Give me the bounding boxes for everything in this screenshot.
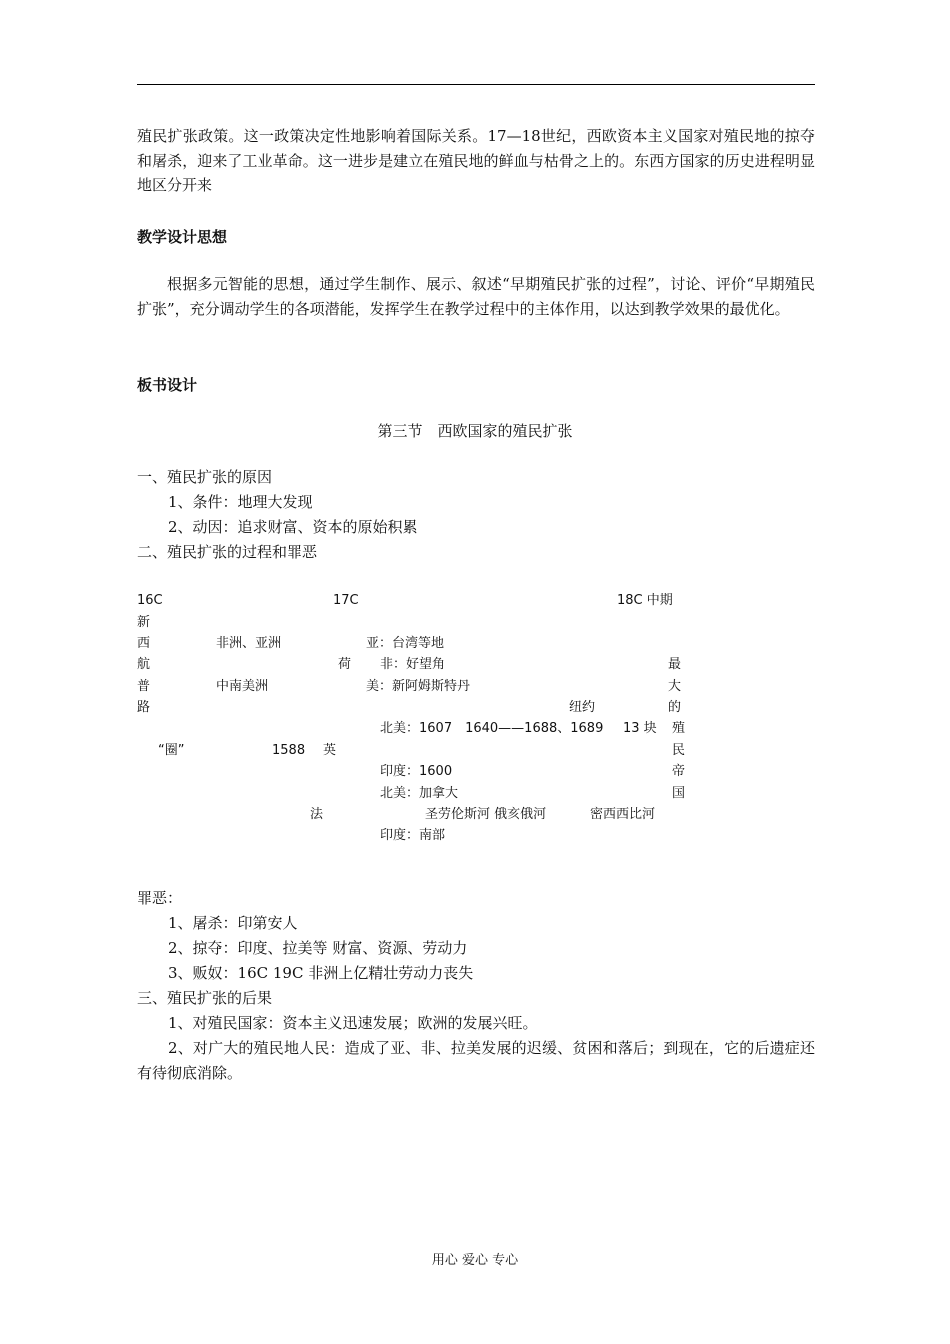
outline-section-2: 二、殖民扩张的过程和罪恶 [137, 543, 318, 561]
country-netherlands: 荷 [338, 657, 352, 672]
vertical-char-di: 帝 [672, 764, 686, 779]
region-africa-asia: 非洲、亚洲 [216, 636, 282, 651]
vertical-char-zui: 最 [668, 657, 682, 672]
england-india-1600: 印度：1600 [380, 764, 453, 779]
holland-asia-taiwan: 亚：台湾等地 [366, 636, 445, 651]
outline-item-condition: 1、条件：地理大发现 [168, 493, 313, 511]
outline-item-motive: 2、动因：追求财富、资本的原始积累 [168, 518, 418, 536]
country-england: 英 [323, 743, 337, 758]
vertical-char-min: 民 [672, 743, 686, 758]
board-title: 第三节 西欧国家的殖民扩张 [377, 422, 573, 440]
england-north-america-years: 北美：1607 1640——1688、1689 [380, 721, 604, 736]
vertical-char-de: 的 [668, 700, 682, 715]
vertical-char-lu: 路 [137, 700, 151, 715]
crime-plunder: 2、掠夺：印度、拉美等 财富、资源、劳动力 [168, 939, 468, 957]
intro-paragraph: 殖民扩张政策。这一政策决定性地影响着国际关系。17—18世纪，西欧资本主义国家对殖民地的掠夺和屠杀，迎来了工业革命。这一进步是建立在殖民地的鲜血与枯骨之上的。东西方国家的历史进程明显地区分开来 [137, 127, 815, 194]
board-heading: 板书设计 [137, 376, 198, 394]
region-central-south-america: 中南美洲 [216, 679, 269, 694]
consequence-colonized: 2、对广大的殖民地人民：造成了亚、非、拉美发展的迟缓、贫困和落后；到现在，它的后遗症还有待彻底消除。 [137, 1039, 815, 1082]
river-mississippi: 密西西比河 [590, 807, 656, 822]
vertical-char-xin: 新 [137, 615, 151, 630]
holland-america-amsterdam: 美：新阿姆斯特丹 [366, 679, 471, 694]
crimes-label: 罪恶： [137, 889, 183, 907]
label-13-colonies: 13 块 [623, 721, 657, 736]
holland-africa-cape: 非：好望角 [380, 657, 446, 672]
century-18c: 18C 中期 [617, 593, 673, 608]
design-heading: 教学设计思想 [137, 228, 228, 246]
label-newyork: 纽约 [569, 700, 596, 715]
century-16c: 16C [137, 593, 163, 608]
vertical-char-da: 大 [668, 679, 682, 694]
outline-section-1: 一、殖民扩张的原因 [137, 468, 273, 486]
france-india-south: 印度：南部 [380, 828, 446, 843]
vertical-char-zhi: 殖 [672, 721, 686, 736]
france-north-america-canada: 北美：加拿大 [380, 786, 459, 801]
year-1588: 1588 [272, 743, 306, 758]
vertical-char-xi: 西 [137, 636, 151, 651]
rivers-st-lawrence-ohio: 圣劳伦斯河 俄亥俄河 [425, 807, 547, 822]
consequence-colonizers: 1、对殖民国家：资本主义迅速发展；欧洲的发展兴旺。 [168, 1014, 538, 1032]
design-paragraph: 根据多元智能的思想，通过学生制作、展示、叙述“早期殖民扩张的过程”，讨论、评价“早期殖民扩张”，充分调动学生的各项潜能，发挥学生在教学过程中的主体作用，以达到教学效果的最优化。 [137, 275, 815, 318]
outline-section-3: 三、殖民扩张的后果 [137, 989, 273, 1007]
label-quan: “圈” [158, 743, 185, 758]
century-17c: 17C [333, 593, 359, 608]
vertical-char-hang: 航 [137, 657, 151, 672]
vertical-char-guo: 国 [672, 786, 686, 801]
header-rule [137, 84, 815, 85]
vertical-char-pu: 普 [137, 679, 151, 694]
crime-slave-trade: 3、贩奴：16C 19C 非洲上亿精壮劳动力丧失 [168, 964, 474, 982]
page-footer: 用心 爱心 专心 [431, 1253, 519, 1268]
crime-massacre: 1、屠杀：印第安人 [168, 914, 298, 932]
country-france: 法 [310, 807, 324, 822]
